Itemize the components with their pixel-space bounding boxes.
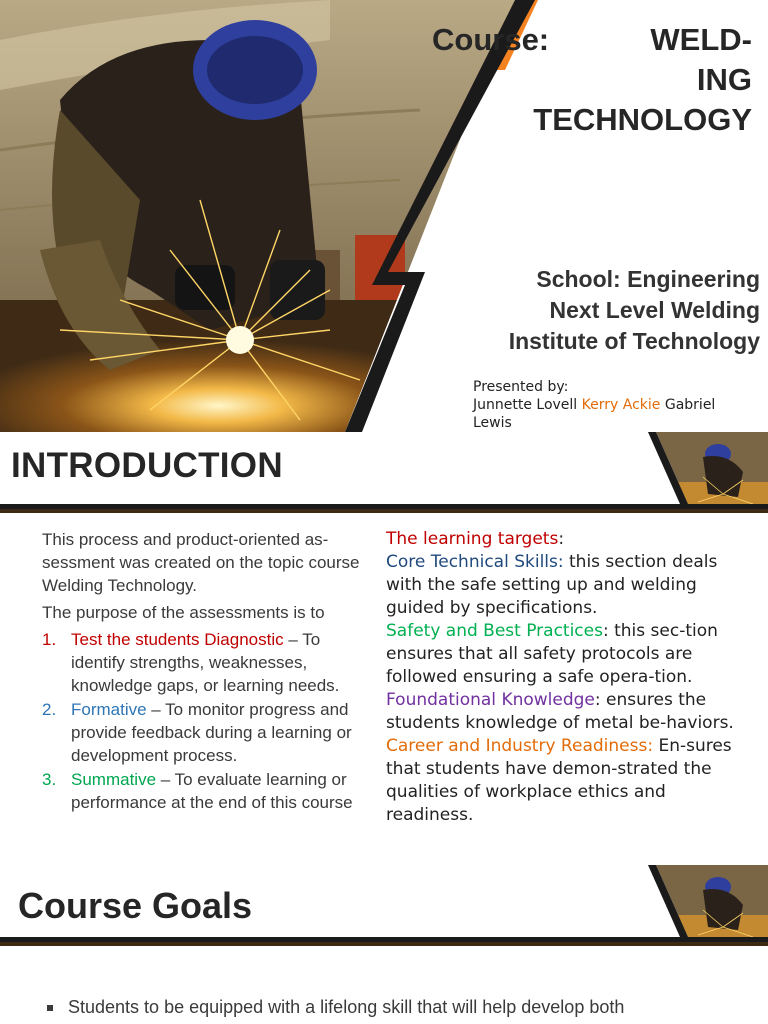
- school-name: [440, 264, 760, 357]
- targets-colon: :: [558, 529, 565, 549]
- course-title-line-1: Course: WELD-: [432, 22, 752, 57]
- assessment-term: Summative: [71, 770, 157, 789]
- introduction-slide: [0, 432, 768, 865]
- assessment-term: Formative: [71, 700, 147, 719]
- school-line-2: Next Level Welding: [549, 297, 760, 323]
- course-title-line-3: TECHNOLOGY: [533, 102, 752, 137]
- goal-item: [68, 995, 728, 1019]
- list-item: [42, 628, 372, 697]
- target-item: [386, 689, 756, 735]
- welder-thumbnail: [648, 432, 768, 512]
- target-item: [386, 735, 756, 827]
- header-divider-brown: [0, 942, 768, 946]
- presenter-1: Junnette Lovell: [473, 397, 578, 413]
- assessment-list: [42, 628, 372, 814]
- presenter-names: [473, 396, 763, 414]
- assessment-term: Test the students Diagnostic: [71, 630, 284, 649]
- target-description: : ensures the students knowledge of metal be-haviors.: [386, 690, 734, 733]
- title-slide: [0, 0, 768, 432]
- introduction-body: [42, 528, 372, 815]
- target-description: this section deals with the safe setting up and welding guided by specifications.: [386, 552, 718, 618]
- target-description: En-sures that students have demon-strated the qualities of workplace ethics and readiness.: [386, 736, 732, 825]
- target-description: : this sec-tion ensures that all safety protocols are followed ensuring a safe opera-tion.: [386, 621, 718, 687]
- target-term: Safety and Best Practices: [386, 621, 603, 641]
- target-item: [386, 551, 756, 620]
- target-term: Foundational Knowledge: [386, 690, 595, 710]
- presenter-2: Kerry Ackie: [581, 397, 661, 413]
- assessment-description: – To identify strengths, weaknesses, knowledge gaps, or learning needs.: [71, 630, 340, 695]
- school-line-3: Institute of Technology: [508, 328, 760, 354]
- intro-paragraph-2: The purpose of the assessments is to: [42, 603, 325, 622]
- targets-heading: The learning targets: [386, 529, 559, 549]
- targets-heading-line: [386, 528, 756, 551]
- course-goals-heading: Course Goals: [18, 885, 253, 926]
- list-item: [42, 768, 372, 814]
- square-bullet-icon: [47, 1005, 53, 1011]
- course-title-line-2: ING: [696, 62, 752, 97]
- list-number: 1.: [42, 630, 57, 649]
- course-title: [432, 20, 752, 140]
- list-item: [42, 698, 372, 767]
- introduction-heading: INTRODUCTION: [11, 446, 283, 485]
- target-term: Core Technical Skills:: [386, 552, 564, 572]
- presenter-3-last: Lewis: [473, 415, 512, 431]
- school-line-1: School: Engineering: [536, 266, 760, 292]
- goal-text: Students to be equipped with a lifelong skill that will help develop both: [68, 997, 625, 1017]
- list-number: 2.: [42, 700, 57, 719]
- assessment-description: – To evaluate learning or performance at the end of this course: [71, 770, 353, 812]
- target-term: Career and Industry Readiness:: [386, 736, 654, 756]
- course-goals-slide: [0, 865, 768, 1024]
- list-number: 3.: [42, 770, 57, 789]
- intro-paragraph-1: This process and product-oriented as-sessment was created on the topic course Welding Technology.: [42, 530, 360, 595]
- target-item: [386, 620, 756, 689]
- welder-thumbnail: [648, 865, 768, 945]
- learning-targets: [386, 528, 756, 865]
- presented-by-label: Presented by:: [473, 379, 569, 395]
- presenters: [473, 378, 763, 432]
- assessment-description: – To monitor progress and provide feedback during a learning or development process.: [71, 700, 352, 765]
- header-divider-brown: [0, 509, 768, 513]
- presenter-3: Gabriel: [664, 397, 716, 413]
